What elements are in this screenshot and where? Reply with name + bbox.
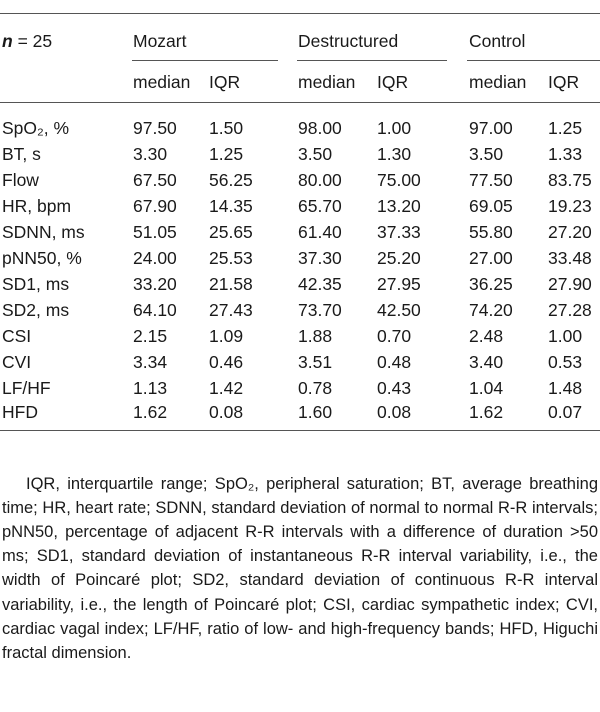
row-label: BT, s <box>2 144 41 164</box>
cell-value: 3.30 <box>133 144 168 164</box>
cell-value: 1.62 <box>469 402 504 422</box>
cell-value: 83.75 <box>548 170 592 190</box>
cell-value: 0.70 <box>377 326 412 346</box>
cell-value: 42.50 <box>377 300 421 320</box>
cell-value: 98.00 <box>298 118 342 138</box>
cell-value: 0.53 <box>548 352 583 372</box>
subheader-median: median <box>469 72 527 92</box>
cell-value: 0.78 <box>298 378 333 398</box>
cell-value: 97.00 <box>469 118 513 138</box>
cell-value: 64.10 <box>133 300 177 320</box>
cell-value: 27.00 <box>469 248 513 268</box>
cell-value: 37.33 <box>377 222 421 242</box>
top-rule <box>0 13 600 14</box>
cell-value: 0.46 <box>209 352 244 372</box>
subheader-iqr: IQR <box>377 72 409 92</box>
group-header-mozart: Mozart <box>133 31 187 51</box>
subheader-median: median <box>298 72 356 92</box>
row-label: CSI <box>2 326 32 346</box>
cell-value: 97.50 <box>133 118 177 138</box>
cell-value: 3.40 <box>469 352 504 372</box>
cell-value: 27.95 <box>377 274 421 294</box>
cell-value: 27.90 <box>548 274 592 294</box>
cell-value: 1.30 <box>377 144 412 164</box>
cell-value: 73.70 <box>298 300 342 320</box>
sample-size-label: n = 25 <box>2 31 53 51</box>
cell-value: 2.15 <box>133 326 168 346</box>
cell-value: 1.33 <box>548 144 583 164</box>
group-header-control: Control <box>469 31 526 51</box>
row-label: Flow <box>2 170 39 190</box>
cell-value: 25.53 <box>209 248 253 268</box>
cell-value: 3.51 <box>298 352 333 372</box>
cell-value: 1.60 <box>298 402 333 422</box>
cell-value: 0.43 <box>377 378 412 398</box>
subheader-iqr: IQR <box>209 72 241 92</box>
cell-value: 80.00 <box>298 170 342 190</box>
cell-value: 33.48 <box>548 248 592 268</box>
cell-value: 0.07 <box>548 402 583 422</box>
cell-value: 74.20 <box>469 300 513 320</box>
cell-value: 65.70 <box>298 196 342 216</box>
cell-value: 51.05 <box>133 222 177 242</box>
cell-value: 13.20 <box>377 196 421 216</box>
cell-value: 0.08 <box>377 402 412 422</box>
table-footnote: IQR, interquartile range; SpO₂, peripheral saturation; BT, average breathing time; HR, heart rate; SDNN, standard deviation of normal to normal R-R intervals; pNN50, percentage of adjacent R-R intervals with a difference of duration >50 ms; SD1, standard deviation of instantaneous R-R interval variability, i.e., the width of Poincaré plot; SD2, standard deviation of continuous R-R interval variability, i.e., the length of Poincaré plot; CSI, cardiac sympathetic index; CVI, cardiac vagal index; LF/HF, ratio of low- and high-frequency bands; HFD, Higuchi fractal dimension. <box>2 474 598 662</box>
subheader-median: median <box>133 72 191 92</box>
cell-value: 67.50 <box>133 170 177 190</box>
row-label: CVI <box>2 352 32 372</box>
subheader-iqr: IQR <box>548 72 580 92</box>
cell-value: 36.25 <box>469 274 513 294</box>
row-label: LF/HF <box>2 378 51 398</box>
cell-value: 1.50 <box>209 118 244 138</box>
cell-value: 2.48 <box>469 326 504 346</box>
cell-value: 1.62 <box>133 402 168 422</box>
row-label: HR, bpm <box>2 196 72 216</box>
cell-value: 25.20 <box>377 248 421 268</box>
cell-value: 19.23 <box>548 196 592 216</box>
cell-value: 1.25 <box>548 118 583 138</box>
cell-value: 1.13 <box>133 378 168 398</box>
group-rule-mozart <box>132 60 278 61</box>
cell-value: 1.48 <box>548 378 583 398</box>
cell-value: 24.00 <box>133 248 177 268</box>
cell-value: 21.58 <box>209 274 253 294</box>
row-label: SD2, ms <box>2 300 70 320</box>
cell-value: 25.65 <box>209 222 253 242</box>
cell-value: 33.20 <box>133 274 177 294</box>
header-bottom-rule <box>0 102 600 103</box>
row-label: SpO₂, % <box>2 118 70 138</box>
cell-value: 75.00 <box>377 170 421 190</box>
cell-value: 42.35 <box>298 274 342 294</box>
cell-value: 1.09 <box>209 326 244 346</box>
group-rule-control <box>467 60 600 61</box>
group-rule-destructured <box>297 60 447 61</box>
cell-value: 27.43 <box>209 300 253 320</box>
cell-value: 61.40 <box>298 222 342 242</box>
cell-value: 3.50 <box>298 144 333 164</box>
cell-value: 3.50 <box>469 144 504 164</box>
cell-value: 1.00 <box>548 326 583 346</box>
cell-value: 1.04 <box>469 378 504 398</box>
group-header-destructured: Destructured <box>298 31 399 51</box>
row-label: SD1, ms <box>2 274 70 294</box>
cell-value: 0.08 <box>209 402 244 422</box>
row-label: HFD <box>2 402 38 422</box>
cell-value: 1.42 <box>209 378 244 398</box>
cell-value: 55.80 <box>469 222 513 242</box>
cell-value: 67.90 <box>133 196 177 216</box>
cell-value: 69.05 <box>469 196 513 216</box>
table-bottom-rule <box>0 430 600 431</box>
cell-value: 0.48 <box>377 352 412 372</box>
cell-value: 14.35 <box>209 196 253 216</box>
cell-value: 3.34 <box>133 352 168 372</box>
row-label: pNN50, % <box>2 248 82 268</box>
cell-value: 27.28 <box>548 300 592 320</box>
cell-value: 77.50 <box>469 170 513 190</box>
cell-value: 56.25 <box>209 170 253 190</box>
cell-value: 1.00 <box>377 118 412 138</box>
cell-value: 1.88 <box>298 326 333 346</box>
cell-value: 37.30 <box>298 248 342 268</box>
cell-value: 27.20 <box>548 222 592 242</box>
row-label: SDNN, ms <box>2 222 85 242</box>
cell-value: 1.25 <box>209 144 244 164</box>
